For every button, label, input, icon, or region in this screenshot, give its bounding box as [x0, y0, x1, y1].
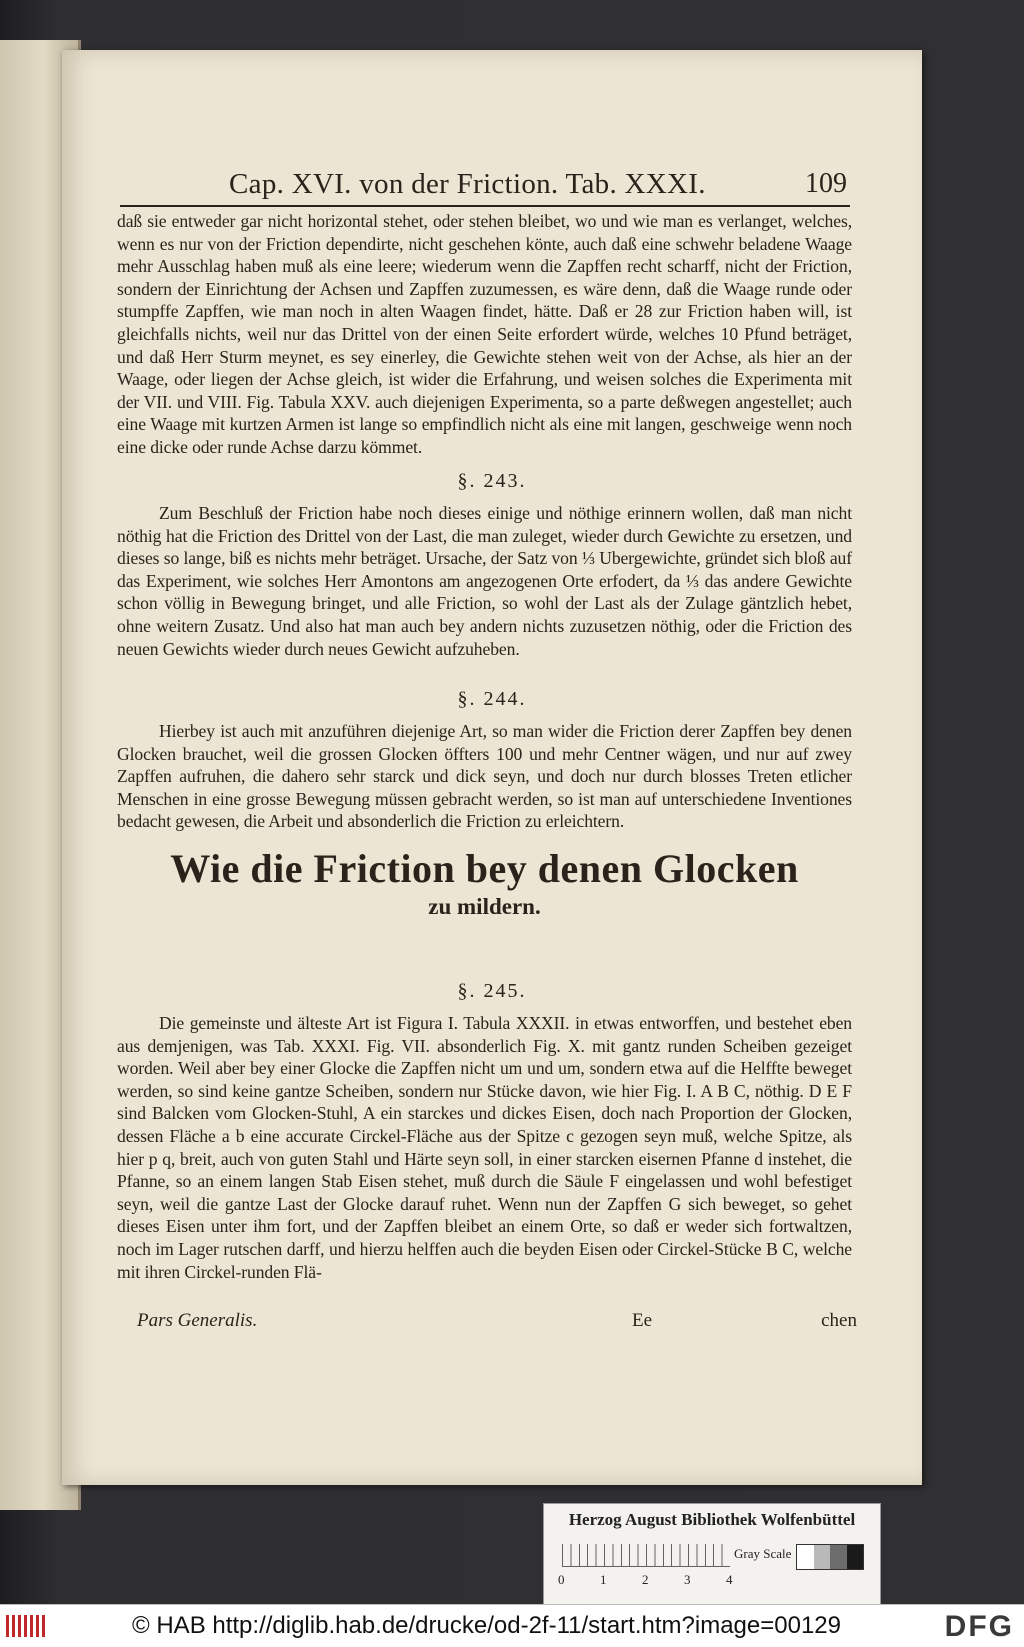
header-rule	[120, 205, 850, 207]
page-number: 109	[805, 168, 847, 199]
section-243-text: Zum Beschluß der Friction habe noch dieses einige und nöthige erinnern wollen, daß man nicht nöthig hat die Friction des Drittel von der Last, die man zuleget, wieder durch Gewichte zu ersetzen, und dieses so lange, biß es nichts mehr beträget. Ursache, der Satz von ⅓ Ubergewichte, gründet sich bloß auf das Experiment, wie solches Herr Amontons am angezogenen Orte erfodert, da ⅓ das andere Gewichte schon völlig in Bewegung bringet, und alle Friction, so wohl der Last als der Zulage gäntzlich hebet, ohne weitern Zusatz. Und also hat man auch bey andern nichts zuzusetzen nöthig, oder die Friction des neuen Gewichts wieder durch neues Gewicht aufzuheben.	[117, 503, 852, 659]
section-244-block	[117, 720, 852, 833]
copyright-url-text[interactable]: © HAB http://diglib.hab.de/drucke/od-2f-11/start.htm?image=00129	[132, 1612, 841, 1639]
dfg-logo: DFG	[944, 1610, 1014, 1643]
page-header	[117, 168, 847, 204]
gray-swatch	[797, 1545, 814, 1569]
section-243-block	[117, 502, 852, 660]
color-scale-card	[543, 1503, 881, 1605]
book-page	[62, 50, 922, 1485]
running-title: Cap. XVI. von der Friction. Tab. XXXI.	[229, 168, 706, 200]
scale-tick-2: 2	[642, 1572, 649, 1587]
chapter-heading	[117, 846, 852, 922]
section-245-block	[117, 1012, 852, 1283]
gray-swatch	[847, 1545, 864, 1569]
gray-swatch	[830, 1545, 847, 1569]
status-bar	[0, 1604, 1024, 1647]
sheet-mark: Ee	[632, 1310, 653, 1331]
gray-swatch	[814, 1545, 831, 1569]
scale-tick-4: 4	[726, 1572, 733, 1587]
signature-mark: Pars Generalis.	[137, 1310, 258, 1331]
grayscale-swatches	[796, 1544, 864, 1570]
scale-tick-0: 0	[558, 1572, 565, 1587]
library-name: Herzog August Bibliothek Wolfenbüttel	[568, 1510, 856, 1529]
section-number-244: §. 244.	[457, 688, 527, 710]
scale-tick-1: 1	[600, 1572, 607, 1587]
intro-paragraph-block	[117, 210, 852, 459]
section-number-243: §. 243.	[457, 470, 527, 492]
ruler-scale	[562, 1544, 730, 1567]
heading-line-2: zu mildern.	[428, 894, 541, 919]
page-footer	[137, 1310, 857, 1338]
catchword: chen	[821, 1310, 857, 1331]
heading-line-1: Wie die Friction bey denen Glocken	[170, 846, 799, 891]
grayscale-label: Gray Scale	[734, 1546, 792, 1561]
section-245-text: Die gemeinste und älteste Art ist Figura I. Tabula XXXII. in etwas entworffen, und bestehet eben aus demjenigen, was Tab. XXXI. Fig. VII. absonderlich Fig. X. mit gantz runden Scheiben gezeiget worden. Weil aber bey einer Glocke die Zapffen nicht um und um, sondern etwa auf die Helffte beweget werden, so sind keine gantze Scheiben, sondern nur Stücke davon, wie hier Fig. I. A B C, nöthig. D E F sind Balcken vom Glocken-Stuhl, A ein starckes und dickes Eisen, doch nach Proportion der Glocken, dessen Fläche a b eine accurate Circkel-Fläche aus der Spitze c gezogen seyn muß, welche Spitze, als hier p q, breit, auch von guten Stahl und Härte seyn soll, in einer starcken eisernen Pfanne d instehet, die Pfanne, so an einem langen Stab Eisen stehet, muß durch die Säule F eingelassen und wohl befestiget seyn, weil die gantze Last der Glocke darauf ruhet. Wenn nun der Zapffen G sich beweget, so gehet dieses Eisen unter ihm fort, und der Zapffen bleibet an einem Orte, so daß er weder sich fortwaltzen, noch im Lager rutschen darff, und hierzu helffen auch die beyden Eisen oder Circkel-Stücke B C, welche mit ihren Circkel-runden Flä-	[117, 1013, 852, 1282]
library-logo-icon	[4, 1611, 48, 1641]
intro-paragraph: daß sie entweder gar nicht horizontal stehet, oder stehen bleibet, wo und wie man es verlanget, welches, wenn es nur von der Friction dependirte, nicht geschehen könte, auch daß eine schwehr beladene Waage mehr Ausschlag haben muß als eine leere; wiederum wenn die Zapffen recht scharff, nicht der Friction, sondern der Einrichtung der Achsen und Zapffen zuzumessen, es wäre denn, daß die Waage runde oder stumpffe Zapffen, wie man noch in alten Waagen findet, hätte. Daß er 28 zur Friction haben will, ist gleichfalls nichts, weil nur das Drittel von der einen Seite erfordert würde, welches 10 Pfund beträget, und daß Herr Sturm meynet, es sey einerley, die Gewichte stehen weit von der Achse, als hier an der Waage, oder liegen der Achse gleich, ist wider die Erfahrung, und weisen solches die Experimenta mit der VII. und VIII. Fig. Tabula XXV. auch diejenigen Experimenta, so a parte deßwegen angestellet; auch eine Waage mit kurtzen Armen ist lange so empfindlich nicht als eine mit langen, geschweige wenn noch eine dicke oder runde Achse darzu kömmet.	[117, 211, 852, 457]
scale-tick-3: 3	[684, 1572, 691, 1587]
section-number-245: §. 245.	[457, 980, 527, 1002]
section-244-text: Hierbey ist auch mit anzuführen diejenige Art, so man wider die Friction derer Zapffen bey denen Glocken brauchet, weil die grossen Glocken öffters 100 und mehr Centner wägen, und nur auf zwey Zapffen aufruhen, die dahero sehr starck und dick seyn, und doch nur durch blosses Treten etlicher Menschen in eine grosse Bewegung müssen gebracht werden, so ist man auf unterschiedene Inventiones bedacht gewesen, die Arbeit und absonderlich die Friction zu erleichtern.	[117, 721, 852, 832]
